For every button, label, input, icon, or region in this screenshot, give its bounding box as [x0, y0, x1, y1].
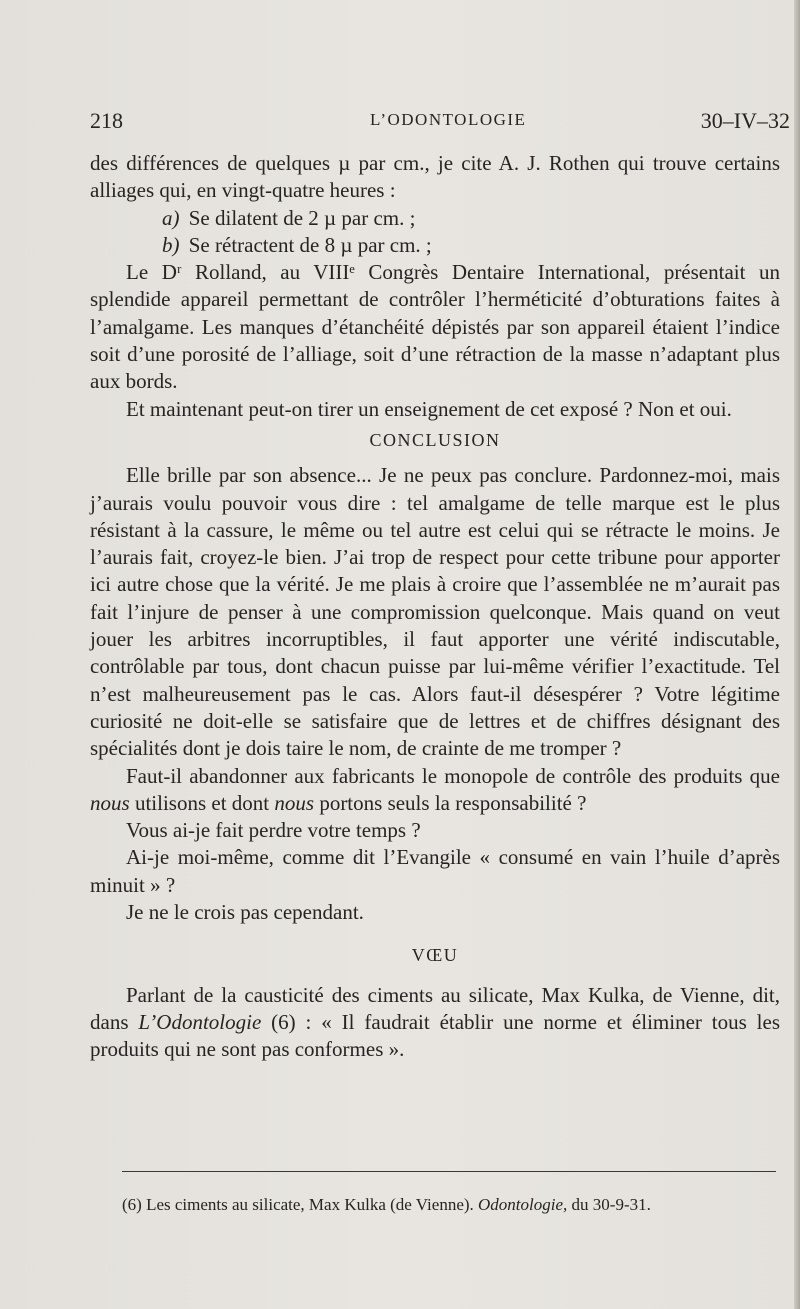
emphasis: nous — [274, 790, 315, 815]
emphasis: L’Odontologie — [138, 1009, 262, 1034]
section-heading-conclusion: CONCLUSION — [369, 429, 501, 450]
paragraph — [90, 982, 780, 1064]
article-body — [90, 150, 780, 1064]
paragraph: Le Dʳ Rolland, au VIIIᵉ Congrès Dentaire International, présentait un splendide appareil permettant de contrôler l’herméticité d’obturations faites à l’amalgame. Les manques d’étanchéité dépistés par son appareil étaient l’indice soit d’une porosité de l’alliage, soit d’une rétraction de la masse n’adaptant plus aux bords. — [90, 260, 780, 394]
text-run: Faut-il abandonner aux fabricants le monopole de contrôle des produits que — [126, 763, 780, 788]
paragraph: Et maintenant peut-on tirer un enseignement de cet exposé ? Non et oui. — [126, 396, 732, 421]
text-run: portons seuls la responsabilité ? — [314, 790, 587, 815]
list-item — [90, 205, 780, 232]
paragraph: Vous ai-je fait perdre votre temps ? — [126, 818, 421, 843]
page-edge — [794, 0, 800, 1309]
list-item-label: b) — [162, 232, 180, 257]
paragraph — [90, 763, 780, 818]
text-run: utilisons et dont — [129, 790, 275, 815]
list-item-text: Se dilatent de 2 µ par cm. ; — [188, 205, 416, 230]
issue-date: 30–IV–32 — [700, 108, 790, 133]
list-item — [90, 232, 780, 259]
text-run: Parlant de la causticité des ciments au silicate, Max Kulka, de Vienne, dit, dans — [90, 982, 780, 1034]
section-heading-voeu: VŒU — [411, 945, 459, 966]
paragraph: Ai-je moi-même, comme dit l’Evangile « consumé en vain l’huile d’après minuit » ? — [90, 845, 780, 897]
running-title: L’ODONTOLOGIE — [370, 110, 527, 129]
list-item-label: a) — [162, 205, 180, 230]
footnote-date: du 30-9-31. — [567, 1195, 651, 1214]
footnote-divider — [122, 1171, 776, 1172]
footnote — [122, 1194, 792, 1216]
running-header — [90, 108, 790, 138]
footnote-text: (6) Les ciments au silicate, Max Kulka (de Vienne). — [122, 1195, 479, 1214]
paragraph: des différences de quelques µ par cm., je cite A. J. Rothen qui trouve certains alliages qui, en vingt-quatre heures : — [90, 151, 780, 203]
text-run: (6) : « Il faudrait établir une norme et éliminer tous les produits qui ne sont pas conformes ». — [90, 1009, 780, 1062]
paragraph: Elle brille par son absence... Je ne peux pas conclure. Pardonnez-moi, mais j’aurais voulu pouvoir vous dire : tel amalgame de telle marque est le plus résistant à la cassure, le même ou tel autre est celui qui se rétracte le moins. Je l’aurais fait, croyez-le bien. J’ai trop de respect pour cette tribune pour apporter ici autre chose que la vérité. Je me plais à croire que l’assemblée ne m’aurait pas fait l’injure de penser à une compromission quelconque. Mais quand on veut jouer les arbitres incorruptibles, il faut apporter une vérité indiscutable, contrôlable par tous, dont chacun puisse par lui-même vérifier l’exactitude. Tel n’est malheureusement pas le cas. Alors faut-il désespérer ? Votre légitime curiosité ne doit-elle se satisfaire que de lettres et de chiffres désignant des spécialités dont je dois taire le nom, de crainte de me tromper ? — [90, 463, 780, 761]
footnote-source: Odontologie, — [478, 1195, 568, 1214]
emphasis: nous — [90, 790, 130, 815]
paragraph: Je ne le crois pas cependant. — [126, 900, 364, 925]
page-number: 218 — [90, 108, 123, 133]
list-item-text: Se rétractent de 8 µ par cm. ; — [188, 232, 432, 257]
